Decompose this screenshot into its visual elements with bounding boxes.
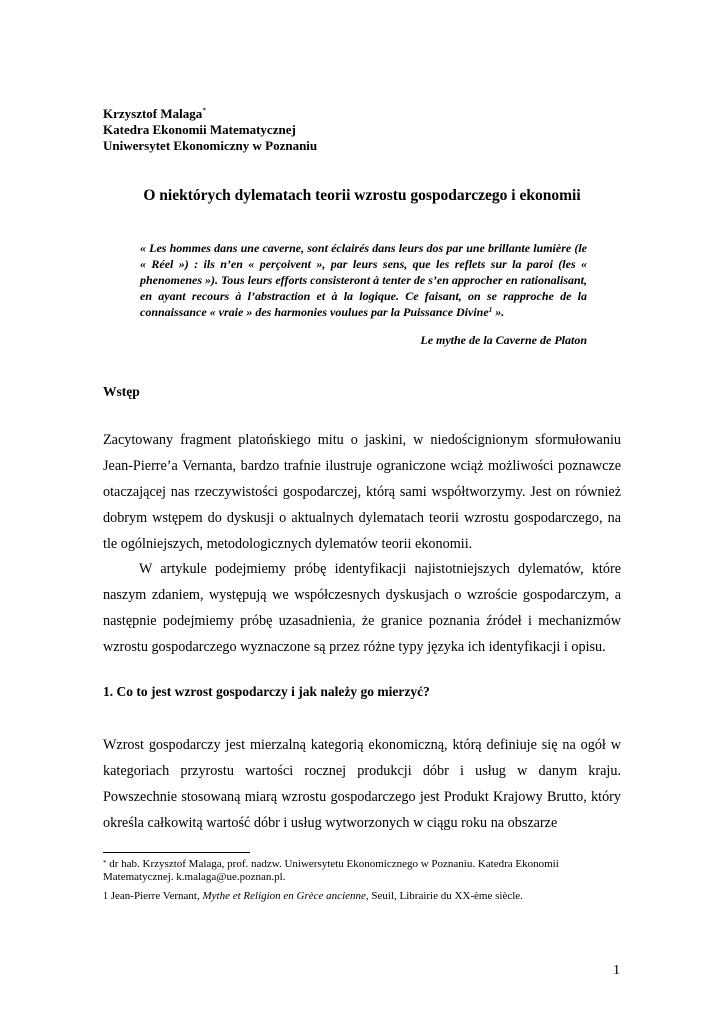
- footnote-1: [103, 858, 621, 884]
- intro-paragraph-2: [103, 557, 621, 661]
- footnote-1-text: dr hab. Krzysztof Malaga, prof. nadzw. Uniwersytetu Ekonomicznego w Poznaniu. Katedra Ekonomii Matematycznej. k.malaga@ue.poznan.pl.: [103, 858, 559, 883]
- section-1-paragraph-1: Wzrost gospodarczy jest mierzalną kategorią ekonomiczną, którą definiuje się na ogół w kategoriach przyrostu wartości rocznej produkcji dóbr i usług w danym kraju. Powszechnie stosowaną miarą wzrostu gospodarczego jest Produkt Krajowy Brutto, który określa całkowitą wartość dóbr i usług wytworzonych w ciągu roku na obszarze: [103, 737, 621, 831]
- footnote-2-author: Jean-Pierre Vernant,: [108, 890, 203, 902]
- epigraph-closing: ».: [492, 305, 505, 319]
- intro-paragraph-1: Zacytowany fragment platońskiego mitu o jaskini, w niedoścignionym sformułowaniu Jean-Pierre’a Vernanta, bardzo trafnie ilustruje ograniczone wciąż możliwości poznawcze otaczającej nas rzeczywistości gospodarczej, którą sami współtworzymy. Jest on również dobrym wstępem do dyskusji o aktualnych dylematach teorii wzrostu gospodarczego, na tle ogólniejszych, metodologicznych dylematów teorii ekonomii.: [103, 432, 621, 552]
- author-footnote-mark: *: [202, 106, 207, 115]
- epigraph-text: « Les hommes dans une caverne, sont éclairés dans leurs dos par une brillante lumière (le « Réel ») : ils n’en « perçoivent », par leurs sens, que les reflets sur la paroi (les « phenomenes »). Tous leurs efforts consisteront à tenter de s’en approcher en rationalisant, en ayant recours à l’abstraction et à la logique. Ce faisant, on se rapproche de la connaissance « vraie » des harmonies voulues par la Puissance Divine: [140, 241, 587, 319]
- author-university: Uniwersytet Ekonomiczny w Poznaniu: [103, 138, 318, 153]
- intro-heading: Wstęp: [103, 384, 140, 399]
- epigraph-ref: 1: [488, 306, 493, 314]
- epigraph-source: Le mythe de la Caverne de Platon: [420, 333, 587, 347]
- author-block: [103, 106, 317, 154]
- section-1-heading: 1. Co to jest wzrost gospodarczy i jak należy go mierzyć?: [103, 684, 430, 699]
- author-department: Katedra Ekonomii Matematycznej: [103, 122, 296, 137]
- paper-title: O niektórych dylematach teorii wzrostu gospodarczego i ekonomii: [143, 187, 581, 204]
- footnote-2-title: Mythe et Religion en Grèce ancienne,: [202, 890, 369, 902]
- footnote-2-mark: 1: [103, 891, 108, 902]
- footnote-2-rest: Seuil, Librairie du XX-ème siècle.: [368, 890, 523, 902]
- page-number: 1: [613, 963, 620, 978]
- epigraph: [140, 240, 587, 320]
- footnote-divider: [103, 852, 250, 853]
- intro-paragraph-2-text: W artykule podejmiemy próbę identyfikacji najistotniejszych dylematów, które naszym zdaniem, występują we współczesnych dyskusjach o wzroście gospodarczym, a następnie podejmiemy próbę uzasadnienia, że granice poznania źródeł i mechanizmów wzrostu gospodarczego wyznaczone są przez różne typy języka ich identyfikacji i opisu.: [103, 561, 621, 655]
- footnote-2: [103, 890, 621, 903]
- author-name: Krzysztof Malaga: [103, 106, 203, 121]
- footnote-1-mark: *: [103, 859, 107, 867]
